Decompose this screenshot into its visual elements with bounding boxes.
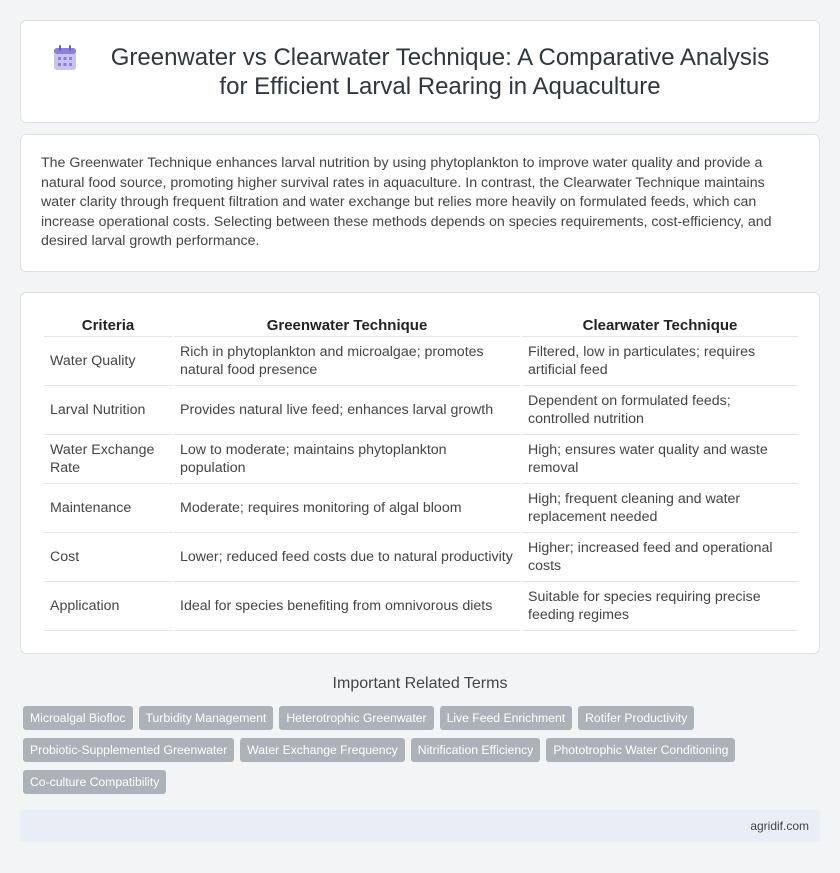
table-row: [44, 386, 798, 435]
related-term-tag[interactable]: Live Feed Enrichment: [440, 706, 573, 730]
related-term-tag[interactable]: Turbidity Management: [139, 706, 274, 730]
clearwater-cell: High; ensures water quality and waste removal: [522, 435, 798, 484]
greenwater-cell: Low to moderate; maintains phytoplankton population: [174, 435, 520, 484]
greenwater-cell: Moderate; requires monitoring of algal bloom: [174, 484, 520, 533]
related-term-tag[interactable]: Microalgal Biofloc: [23, 706, 133, 730]
table-row: [44, 533, 798, 582]
intro-card: [20, 134, 820, 272]
header-greenwater: Greenwater Technique: [174, 315, 520, 337]
table-row: [44, 582, 798, 631]
footer: [20, 810, 820, 842]
criteria-cell: Larval Nutrition: [44, 386, 172, 435]
related-term-tag[interactable]: Phototrophic Water Conditioning: [546, 738, 735, 762]
criteria-cell: Cost: [44, 533, 172, 582]
greenwater-cell: Lower; reduced feed costs due to natural productivity: [174, 533, 520, 582]
related-term-tag[interactable]: Probiotic-Supplemented Greenwater: [23, 738, 234, 762]
related-term-tag[interactable]: Rotifer Productivity: [578, 706, 694, 730]
table-header-row: [44, 315, 798, 337]
greenwater-cell: Rich in phytoplankton and microalgae; promotes natural food presence: [174, 337, 520, 386]
related-terms-title: Important Related Terms: [332, 675, 508, 692]
clearwater-cell: Dependent on formulated feeds; controlled nutrition: [522, 386, 798, 435]
criteria-cell: Water Exchange Rate: [44, 435, 172, 484]
related-term-tag[interactable]: Nitrification Efficiency: [411, 738, 541, 762]
clearwater-cell: Filtered, low in particulates; requires artificial feed: [522, 337, 798, 386]
header-clearwater: Clearwater Technique: [522, 315, 798, 337]
related-term-tag[interactable]: Co-culture Compatibility: [23, 770, 166, 794]
greenwater-cell: Provides natural live feed; enhances larval growth: [174, 386, 520, 435]
criteria-cell: Application: [44, 582, 172, 631]
table-row: [44, 484, 798, 533]
title-card: [20, 20, 820, 123]
header-criteria: Criteria: [44, 315, 172, 337]
clearwater-cell: Higher; increased feed and operational costs: [522, 533, 798, 582]
related-terms-list: [23, 706, 743, 794]
table-row: [44, 337, 798, 386]
comparison-table: [42, 315, 800, 631]
intro-paragraph: The Greenwater Technique enhances larval nutrition by using phytoplankton to improve water quality and provide a natural food source, promoting higher survival rates in aquaculture. In contrast, the Clearwater Technique maintains water clarity through frequent filtration and water exchange but relies more heavily on formulated feeds, which can increase operational costs. Selecting between these methods depends on species requirements, cost-efficiency, and desired larval growth performance.: [41, 155, 772, 249]
page-title: Greenwater vs Clearwater Technique: A Comparative Analysis for Efficient Larval Rearing in Aquaculture: [110, 44, 770, 100]
related-term-tag[interactable]: Heterotrophic Greenwater: [279, 706, 433, 730]
criteria-cell: Maintenance: [44, 484, 172, 533]
clearwater-cell: Suitable for species requiring precise feeding regimes: [522, 582, 798, 631]
table-row: [44, 435, 798, 484]
related-term-tag[interactable]: Water Exchange Frequency: [240, 738, 405, 762]
greenwater-cell: Ideal for species benefiting from omnivorous diets: [174, 582, 520, 631]
comparison-table-card: [20, 292, 820, 654]
clearwater-cell: High; frequent cleaning and water replacement needed: [522, 484, 798, 533]
footer-site-link[interactable]: agridif.com: [750, 819, 809, 833]
criteria-cell: Water Quality: [44, 337, 172, 386]
